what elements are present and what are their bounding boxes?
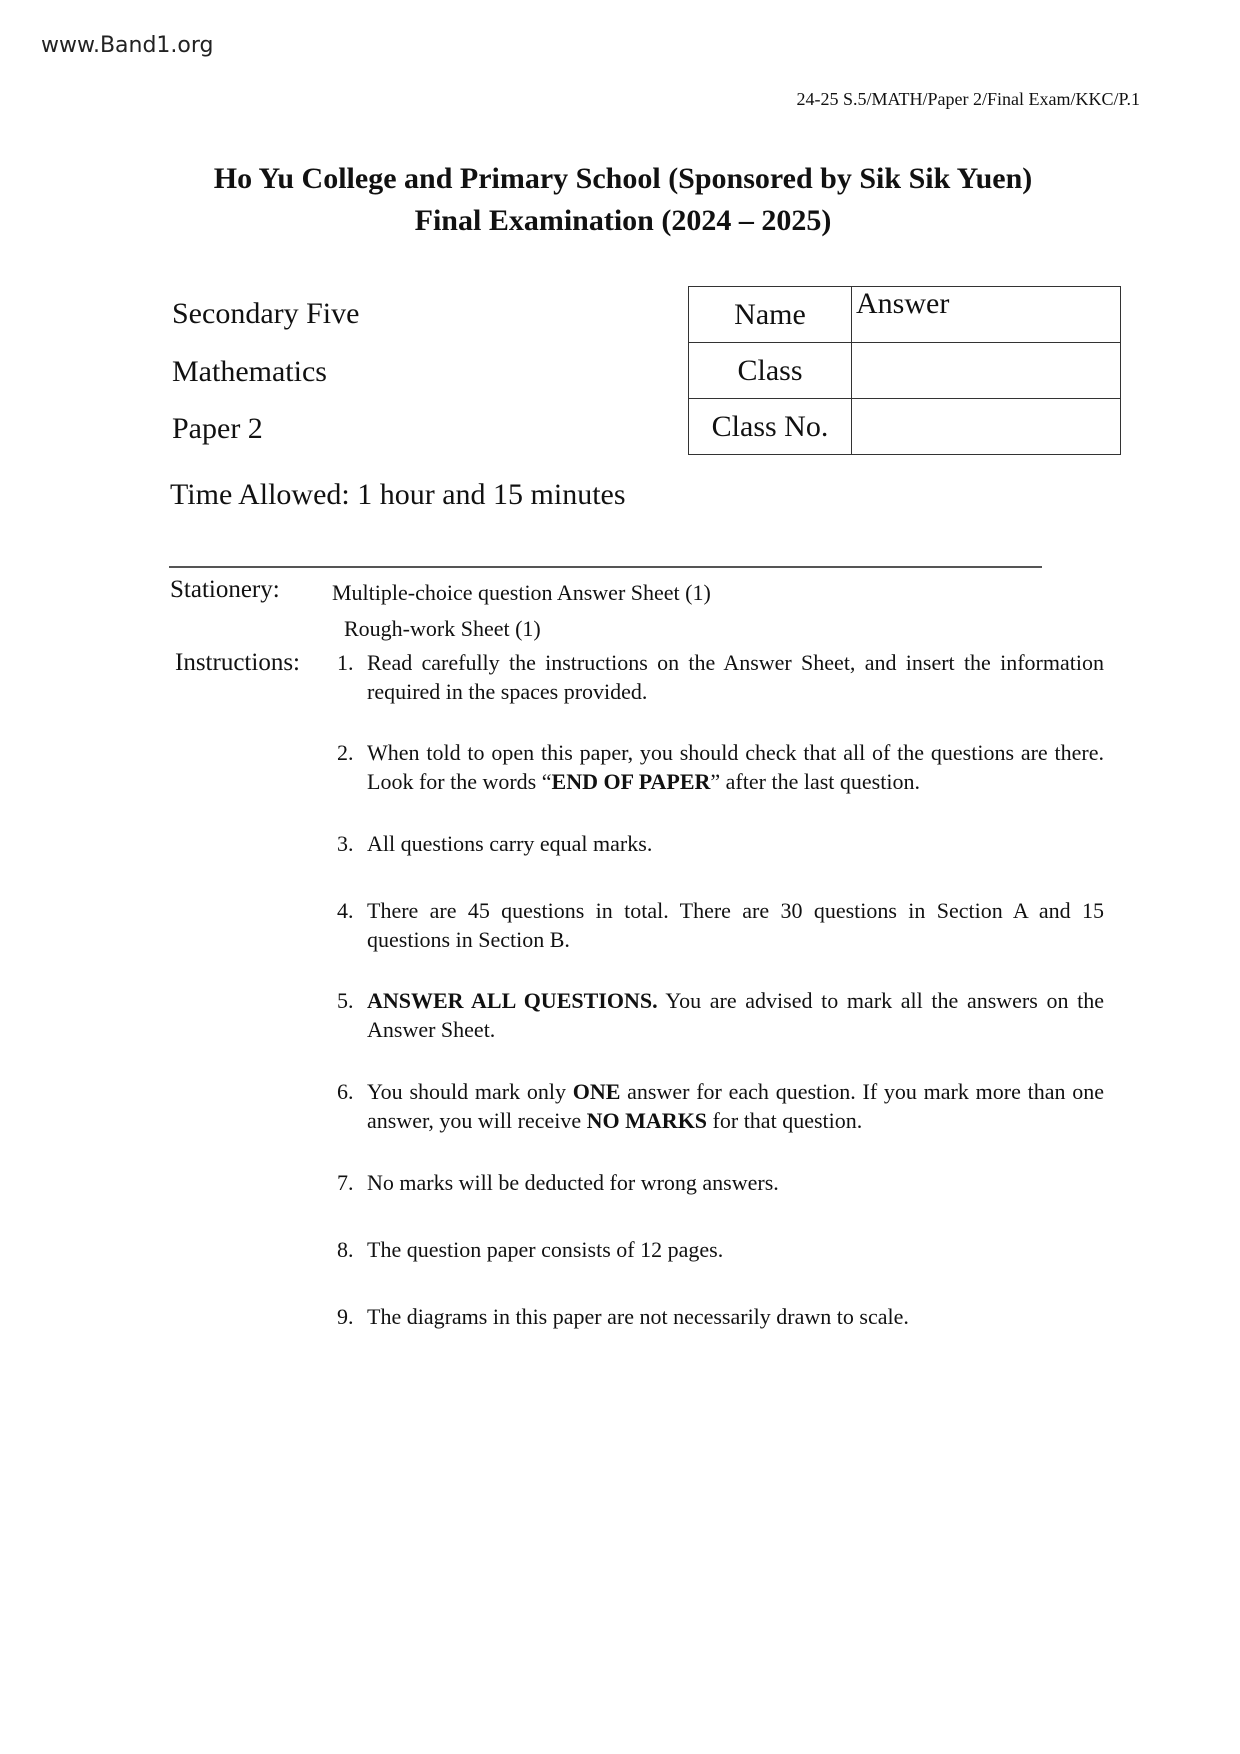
instruction-item xyxy=(337,1168,1104,1197)
instruction-number: 2. xyxy=(337,740,354,765)
instruction-text xyxy=(367,648,1104,706)
instruction-text xyxy=(367,986,1104,1044)
stationery-label: Stationery: xyxy=(170,576,280,603)
exam-title: Final Examination (2024 – 2025) xyxy=(414,204,832,237)
instruction-text-part: for that question. xyxy=(707,1108,863,1133)
instruction-text-part: You should mark only xyxy=(367,1079,573,1104)
stationery-item: Multiple-choice question Answer Sheet (1) xyxy=(332,580,711,605)
table-row xyxy=(689,287,1121,343)
class-field[interactable] xyxy=(852,343,1121,399)
instruction-number: 3. xyxy=(337,831,354,856)
emphasis-text: ANSWER ALL QUESTIONS. xyxy=(367,988,658,1013)
instruction-item xyxy=(337,896,1104,954)
stationery-item: Rough-work Sheet (1) xyxy=(344,616,541,641)
paper-reference: 24-25 S.5/MATH/Paper 2/Final Exam/KKC/P.1 xyxy=(796,89,1140,109)
instruction-item xyxy=(337,829,1104,858)
instruction-number: 7. xyxy=(337,1170,354,1195)
instruction-text-part: When told to open this paper, you should check that all of the questions are there. Look for the words “ xyxy=(367,740,1104,794)
instruction-number: 8. xyxy=(337,1237,354,1262)
class-label: Class xyxy=(689,343,852,399)
instruction-number: 5. xyxy=(337,988,354,1013)
instruction-item xyxy=(337,738,1104,796)
instruction-text xyxy=(367,1302,1104,1331)
emphasis-text: NO MARKS xyxy=(586,1108,708,1133)
instruction-text-part: There are 45 questions in total. There are 30 questions in Section A and 15 questions in Section B. xyxy=(367,898,1104,952)
instruction-number: 4. xyxy=(337,898,354,923)
paper-label: Paper 2 xyxy=(172,412,263,445)
watermark: www.Band1.org xyxy=(41,33,214,58)
name-field[interactable]: Answer xyxy=(852,287,1121,343)
instruction-text xyxy=(367,1235,1104,1264)
instruction-text xyxy=(367,1077,1104,1135)
instructions-label: Instructions: xyxy=(175,649,300,676)
form-label: Secondary Five xyxy=(172,297,360,330)
instruction-text-part: You are advised to mark all the answers on the Answer Sheet. xyxy=(367,988,1104,1042)
time-allowed: Time Allowed: 1 hour and 15 minutes xyxy=(170,478,626,511)
name-label: Name xyxy=(689,287,852,343)
instruction-item xyxy=(337,648,1104,706)
instruction-item xyxy=(337,1077,1104,1135)
student-info-table xyxy=(688,286,1121,455)
instruction-text xyxy=(367,738,1104,796)
instruction-text xyxy=(367,896,1104,954)
instruction-item xyxy=(337,1302,1104,1331)
school-title: Ho Yu College and Primary School (Sponsored by Sik Sik Yuen) xyxy=(213,162,1033,195)
instruction-text-part: Read carefully the instructions on the Answer Sheet, and insert the information required in the spaces provided. xyxy=(367,650,1104,704)
emphasis-text: END OF PAPER xyxy=(551,769,711,794)
instruction-item xyxy=(337,986,1104,1044)
instruction-number: 1. xyxy=(337,650,354,675)
instruction-text-part: The question paper consists of 12 pages. xyxy=(367,1237,724,1262)
table-row xyxy=(689,399,1121,455)
divider xyxy=(169,566,1042,568)
instruction-text-part: All questions carry equal marks. xyxy=(367,831,653,856)
class-no-label: Class No. xyxy=(689,399,852,455)
class-no-field[interactable] xyxy=(852,399,1121,455)
instruction-number: 9. xyxy=(337,1304,354,1329)
instruction-text-part: No marks will be deducted for wrong answers. xyxy=(367,1170,779,1195)
instruction-number: 6. xyxy=(337,1079,354,1104)
instruction-text xyxy=(367,829,1104,858)
subject-label: Mathematics xyxy=(172,355,327,388)
instruction-text xyxy=(367,1168,1104,1197)
instruction-text-part: ” after the last question. xyxy=(710,769,920,794)
emphasis-text: ONE xyxy=(572,1079,621,1104)
table-row xyxy=(689,343,1121,399)
instruction-item xyxy=(337,1235,1104,1264)
instruction-text-part: The diagrams in this paper are not necessarily drawn to scale. xyxy=(367,1304,909,1329)
instruction-text-part: answer for each question. If you mark more than one answer, you will receive xyxy=(367,1079,1104,1133)
